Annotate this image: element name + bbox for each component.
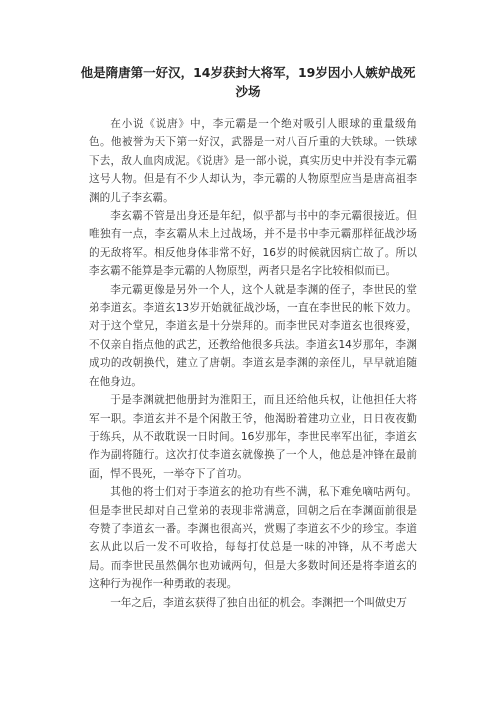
paragraph: 一年之后，李道玄获得了独自出征的机会。李渊把一个叫做史万	[110, 596, 407, 609]
article-body	[89, 115, 417, 612]
paragraph: 在小说《说唐》中，李元霸是一个绝对吸引人眼球的重量级角色。他被誉为天下第一好汉，武器是一对八百斤重的大铁球。一铁球下去，敌人血肉成泥。《说唐》是一部小说，真实历史中并没有李元霸这号人物。但是有不少人却认为，李元霸的人物原型应当是唐高祖李渊的儿子李玄霸。	[89, 118, 417, 204]
title-line-1: 他是隋唐第一好汉，14岁获封大将军，19岁因小人嫉妒战死	[80, 65, 416, 80]
paragraph: 李元霸更像是另外一个人，这个人就是李渊的侄子，李世民的堂弟李道玄。李道玄13岁开始就征战沙场，一直在李世民的帐下效力。对于这个堂兄，李道玄是十分崇拜的。而李世民对李道玄也很疼爱，不仅亲自指点他的武艺，还教给他很多兵法。李道玄14岁那年，李渊成功的改朝换代，建立了唐朝。李道玄是李渊的亲侄儿，早早就追随在他身边。	[89, 283, 417, 388]
paragraph: 李玄霸不管是出身还是年纪，似乎都与书中的李元霸很接近。但唯独有一点，李玄霸从未上过战场，并不是书中李元霸那样征战沙场的无敌将军。相反他身体非常不好，16岁的时候就因病亡故了。所以李玄霸不能算是李元霸的人物原型，两者只是名字比较相似而已。	[89, 210, 417, 278]
title-line-2: 沙场	[235, 84, 261, 99]
paragraph: 其他的将士们对于李道玄的抢功有些不满，私下难免嘀咕两句。但是李世民却对自己堂弟的表现非常满意，回朝之后在李渊面前很是夸赞了李道玄一番。李渊也很高兴，赏赐了李道玄不少的珍宝。李道玄从此以后一发不可收拾，每每打仗总是一味的冲锋，从不考虑大局。而李世民虽然偶尔也劝诫两句，但是大多数时间还是将李道玄的这种行为视作一种勇敢的表现。	[89, 486, 417, 591]
page-title	[60, 63, 436, 101]
paragraph: 于是李渊就把他册封为淮阳王，而且还给他兵权，让他担任大将军一职。李道玄并不是个闲散王爷，他渴盼着建功立业，日日夜夜勤于练兵，从不敢耽误一日时间。16岁那年，李世民率军出征，李道玄作为副将随行。这次打仗李道玄就像换了一个人，他总是冲锋在最前面，悍不畏死，一举夺下了首功。	[89, 394, 417, 480]
